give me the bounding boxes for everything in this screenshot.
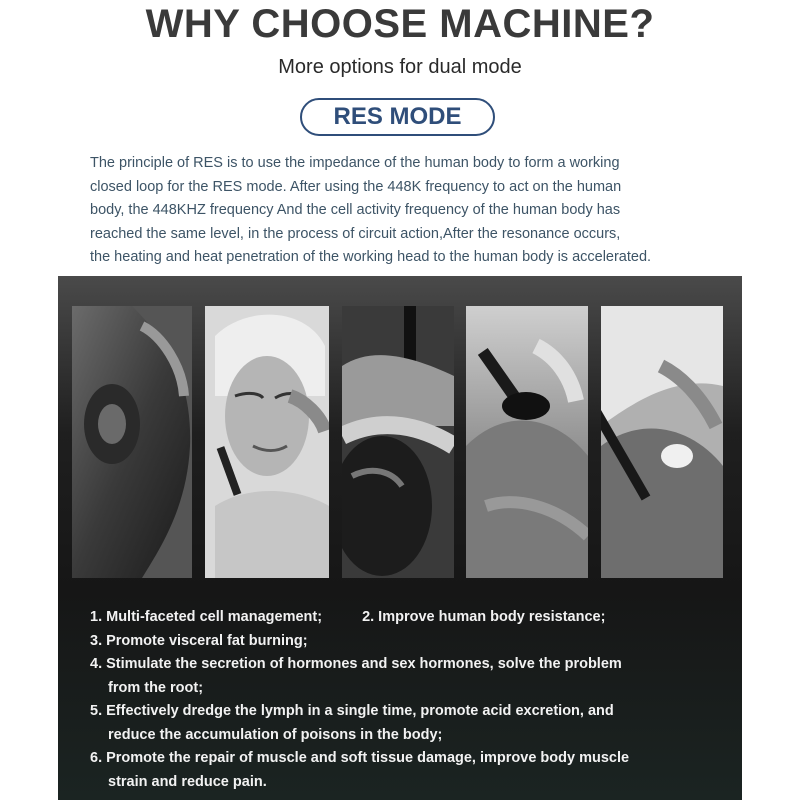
- page-title: WHY CHOOSE MACHINE?: [145, 2, 655, 46]
- res-mode-badge: [300, 98, 495, 136]
- description-line: reached the same level, in the process of circuit action,After the resonance occurs,: [90, 225, 621, 242]
- benefit-row: [90, 606, 720, 630]
- benefit-item: 4. Stimulate the secretion of hormones and sex hormones, solve the problem: [90, 656, 622, 672]
- res-principle-description: [90, 152, 730, 270]
- description-line: The principle of RES is to use the impedance of the human body to form a working: [90, 155, 620, 171]
- benefit-item-continuation: strain and reduce pain.: [108, 773, 267, 790]
- page-subtitle: More options for dual mode: [278, 56, 522, 78]
- benefit-item-continuation: reduce the accumulation of poisons in the body;: [108, 726, 443, 743]
- description-line: the heating and heat penetration of the working head to the human body is accelerated.: [90, 249, 652, 265]
- benefit-item-continuation: from the root;: [108, 679, 204, 696]
- benefit-item: 1. Multi-faceted cell management;: [90, 609, 323, 625]
- body-treatment-photo: [601, 306, 723, 578]
- head-massage-photo: [342, 306, 454, 578]
- treatment-head-on-neck-photo: [72, 306, 192, 578]
- thigh-treatment-photo: [466, 306, 588, 578]
- benefit-item: 6. Promote the repair of muscle and soft tissue damage, improve body muscle: [90, 750, 630, 766]
- description-line: body, the 448KHZ frequency And the cell activity frequency of the human body has: [90, 202, 621, 218]
- benefits-list: [90, 606, 720, 794]
- benefit-item: 5. Effectively dredge the lymph in a single time, promote acid excretion, and: [90, 703, 614, 719]
- description-line: closed loop for the RES mode. After using the 448K frequency to act on the human: [90, 178, 622, 195]
- benefit-item: 2. Improve human body resistance;: [362, 609, 606, 625]
- res-mode-label: RES MODE: [333, 103, 462, 130]
- benefit-item: 3. Promote visceral fat burning;: [90, 632, 308, 649]
- facial-treatment-photo: [205, 306, 329, 578]
